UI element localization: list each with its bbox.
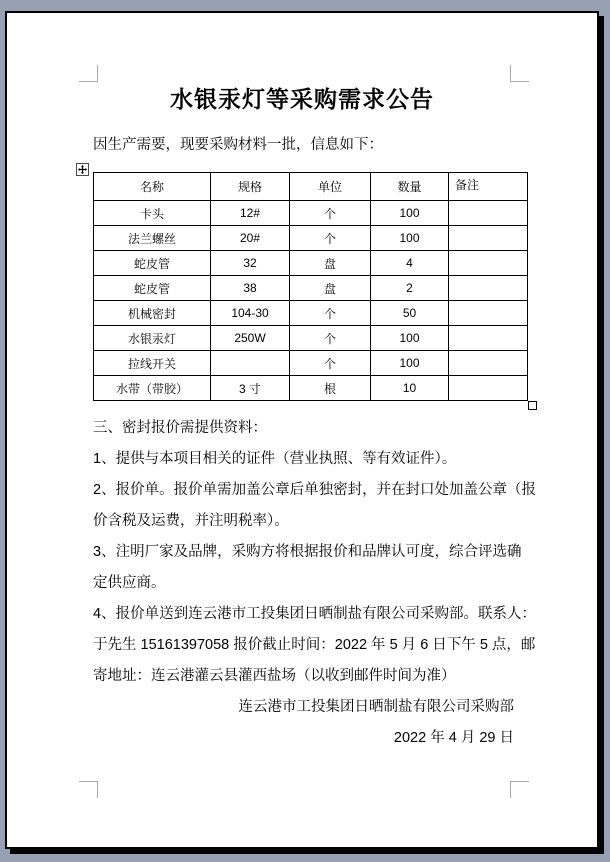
move-cross-icon — [78, 165, 87, 174]
table-cell: 蛇皮管 — [94, 276, 211, 301]
table-cell: 12# — [211, 201, 290, 226]
table-resize-handle[interactable] — [528, 401, 537, 410]
table-cell: 4 — [371, 251, 449, 276]
table-cell: 50 — [371, 301, 449, 326]
body-paragraphs — [93, 413, 537, 692]
items-table-container — [93, 172, 527, 401]
table-cell: 蛇皮管 — [94, 251, 211, 276]
table-cell: 100 — [371, 201, 449, 226]
table-cell: 3 寸 — [211, 376, 290, 401]
table-cell: 250W — [211, 326, 290, 351]
body-line: 2、报价单。报价单需加盖公章后单独密封，并在封口处加盖公章（报 — [93, 482, 537, 498]
margin-crop-mark-top-right — [510, 65, 529, 82]
table-row — [94, 376, 528, 401]
table-cell — [449, 201, 528, 226]
table-cell: 32 — [211, 251, 290, 276]
table-cell: 个 — [290, 301, 371, 326]
body-line: 于先生 15161397058 报价截止时间：2022 年 5 月 6 日下午 5 点，邮 — [93, 637, 536, 653]
table-header-cell: 数量 — [371, 173, 449, 201]
margin-crop-mark-bottom-left — [79, 781, 98, 798]
table-move-handle[interactable] — [76, 163, 89, 176]
margin-crop-mark-top-left — [79, 65, 98, 82]
table-cell: 个 — [290, 351, 371, 376]
table-cell — [449, 226, 528, 251]
table-header-cell: 规格 — [211, 173, 290, 201]
intro-paragraph: 因生产需要，现要采购材料一批，信息如下： — [93, 137, 383, 153]
table-cell: 100 — [371, 351, 449, 376]
table-row — [94, 226, 528, 251]
body-line: 价含税及运费，并注明税率）。 — [93, 513, 289, 529]
items-table — [93, 172, 528, 401]
table-cell — [449, 251, 528, 276]
signature-line: 连云港市工投集团日晒制盐有限公司采购部 — [238, 699, 514, 715]
table-cell: 法兰螺丝 — [94, 226, 211, 251]
table-cell: 水银汞灯 — [94, 326, 211, 351]
table-cell — [449, 301, 528, 326]
table-cell — [449, 326, 528, 351]
table-row — [94, 351, 528, 376]
body-line: 3、注明厂家及品牌，采购方将根据报价和品牌认可度，综合评选确 — [93, 544, 522, 560]
body-line: 定供应商。 — [93, 575, 166, 591]
date-line: 2022 年 4 月 29 日 — [393, 730, 514, 746]
table-row — [94, 201, 528, 226]
page-title: 水银汞灯等采购需求公告 — [170, 86, 434, 112]
table-cell — [449, 276, 528, 301]
table-row — [94, 251, 528, 276]
table-cell — [211, 351, 290, 376]
table-row — [94, 326, 528, 351]
table-cell — [449, 351, 528, 376]
table-cell: 卡头 — [94, 201, 211, 226]
table-cell: 水带（带胶） — [94, 376, 211, 401]
table-cell: 个 — [290, 326, 371, 351]
table-cell — [449, 376, 528, 401]
table-cell: 个 — [290, 226, 371, 251]
document-page — [5, 11, 599, 849]
table-cell: 100 — [371, 326, 449, 351]
body-line: 4、报价单送到连云港市工投集团日晒制盐有限公司采购部。联系人： — [93, 606, 537, 622]
table-header-cell: 名称 — [94, 173, 211, 201]
margin-crop-mark-bottom-right — [510, 781, 529, 798]
table-cell: 2 — [371, 276, 449, 301]
table-header-cell: 单位 — [290, 173, 371, 201]
body-line: 寄地址：连云港灌云县灌西盐场（以收到邮件时间为准） — [93, 668, 456, 684]
table-row — [94, 301, 528, 326]
table-cell: 10 — [371, 376, 449, 401]
table-cell: 盘 — [290, 276, 371, 301]
table-cell: 100 — [371, 226, 449, 251]
body-line: 三、密封报价需提供资料： — [93, 420, 267, 436]
table-cell: 根 — [290, 376, 371, 401]
table-cell: 拉线开关 — [94, 351, 211, 376]
table-cell: 机械密封 — [94, 301, 211, 326]
body-line: 1、提供与本项目相关的证件（营业执照、等有效证件）。 — [93, 451, 457, 467]
table-cell: 38 — [211, 276, 290, 301]
table-cell: 104-30 — [211, 301, 290, 326]
table-cell: 个 — [290, 201, 371, 226]
table-header-row — [94, 173, 528, 201]
table-cell: 盘 — [290, 251, 371, 276]
table-row — [94, 276, 528, 301]
table-cell: 20# — [211, 226, 290, 251]
table-header-cell: 备注 — [449, 173, 528, 201]
